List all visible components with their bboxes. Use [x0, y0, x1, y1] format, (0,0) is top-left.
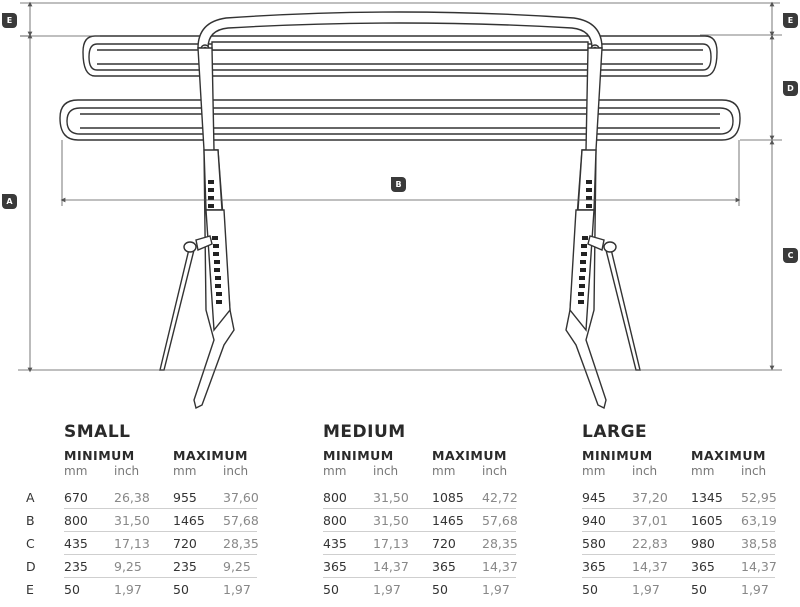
unit-mm: mm — [432, 464, 456, 478]
row-label-b: B — [26, 513, 35, 528]
unit-mm: mm — [64, 464, 88, 478]
cell-small-max-mm: 50 — [173, 582, 189, 597]
size-title-small: SMALL — [64, 422, 131, 442]
cell-medium-min-mm: 800 — [323, 513, 347, 528]
cell-large-min-mm: 580 — [582, 536, 606, 551]
unit-inch: inch — [223, 464, 249, 478]
cell-small-min-inch: 31,50 — [114, 513, 150, 528]
cell-small-max-inch: 1,97 — [223, 582, 251, 597]
unit-inch: inch — [373, 464, 399, 478]
cell-small-min-mm: 235 — [64, 559, 88, 574]
unit-mm: mm — [323, 464, 347, 478]
row-label-e: E — [26, 582, 34, 597]
cell-large-min-inch: 37,01 — [632, 513, 668, 528]
cell-large-max-inch: 63,19 — [741, 513, 777, 528]
cell-medium-max-inch: 42,72 — [482, 490, 518, 505]
cell-large-max-mm: 50 — [691, 582, 707, 597]
cell-small-max-inch: 28,35 — [223, 536, 259, 551]
maximum-heading: MAXIMUM — [432, 448, 507, 463]
cell-small-min-mm: 435 — [64, 536, 88, 551]
row-divider — [323, 554, 516, 555]
row-divider — [64, 531, 257, 532]
row-divider — [64, 577, 257, 578]
maximum-heading: MAXIMUM — [691, 448, 766, 463]
cell-medium-min-mm: 435 — [323, 536, 347, 551]
cell-large-min-inch: 22,83 — [632, 536, 668, 551]
cell-medium-min-inch: 31,50 — [373, 513, 409, 528]
cell-large-min-mm: 940 — [582, 513, 606, 528]
cell-small-min-mm: 50 — [64, 582, 80, 597]
row-label-c: C — [26, 536, 35, 551]
cell-small-max-mm: 235 — [173, 559, 197, 574]
unit-mm: mm — [173, 464, 197, 478]
size-title-large: LARGE — [582, 422, 648, 442]
cell-small-min-mm: 800 — [64, 513, 88, 528]
cell-large-max-inch: 38,58 — [741, 536, 777, 551]
unit-inch: inch — [114, 464, 140, 478]
cell-small-min-inch: 17,13 — [114, 536, 150, 551]
cell-medium-min-inch: 17,13 — [373, 536, 409, 551]
minimum-heading: MINIMUM — [582, 448, 653, 463]
row-divider — [323, 531, 516, 532]
cell-medium-max-mm: 50 — [432, 582, 448, 597]
cell-medium-max-mm: 365 — [432, 559, 456, 574]
cell-medium-max-mm: 720 — [432, 536, 456, 551]
cell-small-max-mm: 955 — [173, 490, 197, 505]
cell-small-min-inch: 26,38 — [114, 490, 150, 505]
cell-large-max-inch: 1,97 — [741, 582, 769, 597]
unit-mm: mm — [582, 464, 606, 478]
minimum-heading: MINIMUM — [323, 448, 394, 463]
cell-medium-max-inch: 1,97 — [482, 582, 510, 597]
cell-medium-max-inch: 14,37 — [482, 559, 518, 574]
unit-mm: mm — [691, 464, 715, 478]
cell-large-max-mm: 980 — [691, 536, 715, 551]
row-label-a: A — [26, 490, 35, 505]
row-divider — [323, 508, 516, 509]
cell-medium-min-inch: 1,97 — [373, 582, 401, 597]
row-label-d: D — [26, 559, 36, 574]
cell-medium-max-mm: 1085 — [432, 490, 464, 505]
top-handle — [198, 12, 602, 53]
cell-small-max-mm: 720 — [173, 536, 197, 551]
cell-small-max-mm: 1465 — [173, 513, 205, 528]
maximum-heading: MAXIMUM — [173, 448, 248, 463]
cell-medium-min-mm: 50 — [323, 582, 339, 597]
row-divider — [582, 577, 775, 578]
cell-large-max-inch: 52,95 — [741, 490, 777, 505]
cell-medium-max-inch: 28,35 — [482, 536, 518, 551]
cell-large-min-inch: 14,37 — [632, 559, 668, 574]
row-divider — [582, 508, 775, 509]
cell-medium-min-inch: 14,37 — [373, 559, 409, 574]
cell-small-min-inch: 1,97 — [114, 582, 142, 597]
cell-medium-max-mm: 1465 — [432, 513, 464, 528]
cell-medium-min-mm: 800 — [323, 490, 347, 505]
cell-large-max-mm: 365 — [691, 559, 715, 574]
cell-large-max-mm: 1345 — [691, 490, 723, 505]
cell-large-min-inch: 1,97 — [632, 582, 660, 597]
cell-large-min-mm: 365 — [582, 559, 606, 574]
cell-small-min-inch: 9,25 — [114, 559, 142, 574]
unit-inch: inch — [482, 464, 508, 478]
size-title-medium: MEDIUM — [323, 422, 406, 442]
cell-small-max-inch: 9,25 — [223, 559, 251, 574]
cell-medium-min-inch: 31,50 — [373, 490, 409, 505]
cell-medium-max-inch: 57,68 — [482, 513, 518, 528]
lower-rail — [60, 100, 740, 140]
cell-large-min-mm: 50 — [582, 582, 598, 597]
right-post — [566, 48, 640, 408]
cell-large-max-inch: 14,37 — [741, 559, 777, 574]
row-divider — [64, 508, 257, 509]
row-divider — [64, 554, 257, 555]
cell-large-max-mm: 1605 — [691, 513, 723, 528]
badge-e-left: E — [2, 13, 17, 28]
row-divider — [582, 531, 775, 532]
badge-b: B — [391, 177, 406, 192]
badge-e-right: E — [783, 13, 798, 28]
badge-c: C — [783, 248, 798, 263]
badge-d: D — [783, 81, 798, 96]
cell-small-max-inch: 57,68 — [223, 513, 259, 528]
cell-medium-min-mm: 365 — [323, 559, 347, 574]
cell-small-min-mm: 670 — [64, 490, 88, 505]
cell-small-max-inch: 37,60 — [223, 490, 259, 505]
row-divider — [323, 577, 516, 578]
row-divider — [582, 554, 775, 555]
left-post — [160, 48, 234, 408]
cell-large-min-mm: 945 — [582, 490, 606, 505]
cell-large-min-inch: 37,20 — [632, 490, 668, 505]
badge-a: A — [2, 194, 17, 209]
unit-inch: inch — [632, 464, 658, 478]
unit-inch: inch — [741, 464, 767, 478]
minimum-heading: MINIMUM — [64, 448, 135, 463]
